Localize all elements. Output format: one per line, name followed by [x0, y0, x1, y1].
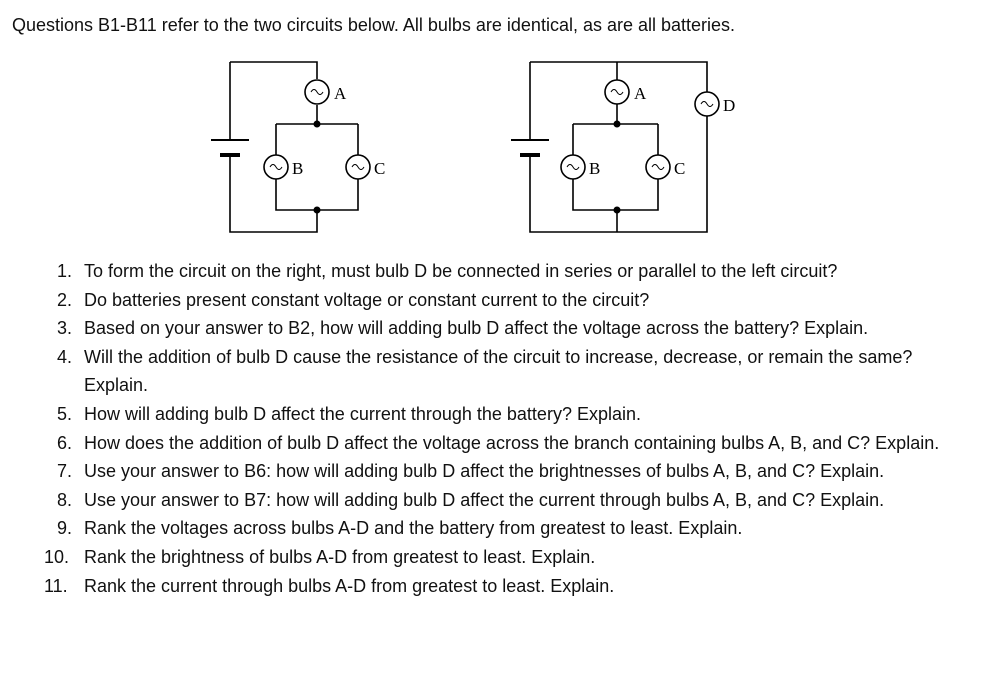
bulb-c-icon [646, 155, 670, 179]
question-item [20, 514, 960, 543]
junction-dot [314, 207, 321, 214]
question-text: Rank the voltages across bulbs A-D and the battery from greatest to least. Explain. [84, 518, 743, 539]
junction-dot [614, 207, 621, 214]
question-text: Based on your answer to B2, how will adding bulb D affect the voltage across the battery? Explain. [84, 318, 869, 339]
battery-symbol [211, 140, 249, 155]
question-number: 8. [56, 489, 72, 510]
question-item [20, 486, 960, 515]
question-number: 2. [56, 289, 72, 310]
bulb-d-icon [695, 92, 719, 116]
bulb-label-b: B [589, 159, 601, 178]
question-item [20, 429, 960, 458]
question-text: To form the circuit on the right, must bulb D be connected in series or parallel to the left circuit? [84, 261, 838, 281]
question-number: 9. [56, 518, 72, 539]
bulb-b-icon [561, 155, 585, 179]
bulb-c-icon [346, 155, 370, 179]
bulb-label-c: C [374, 159, 386, 178]
question-item [20, 543, 960, 572]
bulb-label-d: D [723, 96, 736, 115]
right-circuit [511, 62, 735, 232]
question-item [20, 400, 960, 429]
battery-symbol [511, 140, 549, 155]
question-item [20, 343, 960, 400]
question-list [20, 257, 960, 600]
question-item [20, 257, 960, 286]
bulb-a-icon [605, 80, 629, 104]
question-text: Do batteries present constant voltage or constant current to the circuit? [84, 289, 650, 310]
question-text: Will the addition of bulb D cause the resistance of the circuit to increase, decrease, or remain the same? Explain. [84, 346, 913, 396]
left-circuit [211, 62, 385, 232]
question-number: 6. [56, 432, 72, 453]
question-number: 4. [56, 346, 72, 367]
junction-dot [614, 121, 621, 128]
bulb-label-a: A [334, 84, 347, 103]
question-number: 5. [56, 403, 72, 424]
question-item [20, 572, 960, 601]
question-number: 7. [56, 461, 72, 482]
bulb-label-a: A [634, 84, 647, 103]
question-item [20, 286, 960, 315]
bulb-a-icon [305, 80, 329, 104]
intro-text: Questions B1-B11 refer to the two circuits below. All bulbs are identical, as are all batteries. [12, 15, 736, 35]
question-text: How will adding bulb D affect the current through the battery? Explain. [84, 403, 641, 424]
circuit-diagrams [0, 0, 988, 250]
question-text: How does the addition of bulb D affect the voltage across the branch containing bulbs A, B, and C? Explain. [84, 432, 940, 453]
question-number: 1. [56, 261, 72, 281]
question-number: 11. [44, 575, 68, 596]
question-text: Rank the brightness of bulbs A-D from greatest to least. Explain. [84, 546, 596, 567]
bulb-label-b: B [292, 159, 304, 178]
junction-dot [314, 121, 321, 128]
bulb-b-icon [264, 155, 288, 179]
question-text: Use your answer to B7: how will adding bulb D affect the current through bulbs A, B, and C? Explain. [84, 489, 885, 510]
question-text: Use your answer to B6: how will adding bulb D affect the brightnesses of bulbs A, B, and C? Explain. [84, 461, 885, 482]
question-item [20, 457, 960, 486]
question-number: 3. [56, 318, 72, 339]
question-number: 10. [44, 546, 70, 567]
bulb-label-c: C [674, 159, 686, 178]
question-text: Rank the current through bulbs A-D from greatest to least. Explain. [84, 575, 615, 596]
question-item [20, 314, 960, 343]
